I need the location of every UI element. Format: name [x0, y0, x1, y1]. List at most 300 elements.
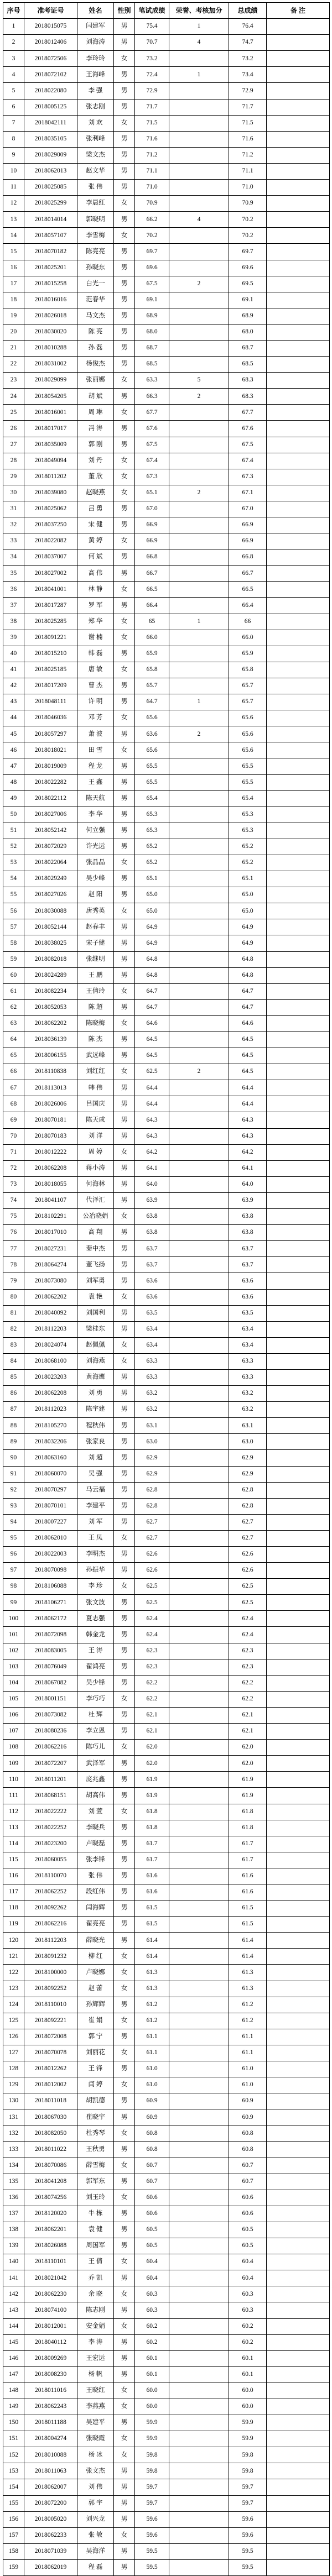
cell-total: 70.9: [229, 196, 267, 212]
cell-index: 33: [3, 533, 24, 549]
cell-written-score: 69.1: [135, 292, 169, 308]
table-row: [3, 1434, 330, 1450]
table-row: [3, 2463, 330, 2479]
cell-name: 牛 栋: [77, 2206, 114, 2222]
cell-written-score: 62.7: [135, 1514, 169, 1530]
table-row: [3, 99, 330, 115]
cell-exam-number: 2018035009: [24, 437, 77, 453]
cell-exam-number: 2018062252: [24, 1884, 77, 1900]
cell-name: 周国军: [77, 2238, 114, 2254]
cell-note: [267, 2463, 330, 2479]
cell-exam-number: 2018092262: [24, 1900, 77, 1917]
cell-exam-number: 2018025299: [24, 196, 77, 212]
cell-written-score: 66.4: [135, 598, 169, 614]
cell-gender: 男: [114, 131, 135, 147]
cell-exam-number: 2018025185: [24, 662, 77, 678]
cell-bonus: [169, 163, 229, 179]
cell-name: 安金娟: [77, 2318, 114, 2334]
cell-written-score: 64.8: [135, 951, 169, 967]
cell-bonus: 2: [169, 1064, 229, 1080]
cell-bonus: [169, 437, 229, 453]
cell-total: 60.4: [229, 2254, 267, 2270]
cell-name: 王秋勇: [77, 2142, 114, 2158]
cell-total: 62.9: [229, 1450, 267, 1466]
cell-gender: 男: [114, 1788, 135, 1804]
cell-gender: 女: [114, 1209, 135, 1225]
cell-exam-number: 2018011022: [24, 2142, 77, 2158]
cell-index: 47: [3, 758, 24, 774]
table-row: [3, 517, 330, 533]
cell-name: 赵晓燕: [77, 485, 114, 501]
cell-index: 45: [3, 726, 24, 742]
cell-total: 73.2: [229, 51, 267, 67]
cell-bonus: [169, 1418, 229, 1434]
cell-note: [267, 774, 330, 790]
cell-note: [267, 887, 330, 903]
cell-written-score: 64.5: [135, 1032, 169, 1048]
cell-index: 119: [3, 1917, 24, 1933]
cell-gender: 女: [114, 2158, 135, 2174]
cell-note: [267, 2334, 330, 2350]
cell-exam-number: 2018025201: [24, 260, 77, 276]
table-row: [3, 1547, 330, 1563]
cell-written-score: 70.9: [135, 196, 169, 212]
cell-index: 116: [3, 1868, 24, 1884]
cell-index: 98: [3, 1579, 24, 1595]
cell-name: 林 静: [77, 582, 114, 598]
cell-note: [267, 1579, 330, 1595]
cell-index: 40: [3, 646, 24, 662]
cell-exam-number: 2018027026: [24, 887, 77, 903]
cell-written-score: 65.2: [135, 855, 169, 871]
cell-written-score: 62.8: [135, 1482, 169, 1498]
cell-exam-number: 2018025285: [24, 614, 77, 630]
cell-gender: 女: [114, 485, 135, 501]
cell-name: 吴少峰: [77, 871, 114, 887]
cell-exam-number: 2018012001: [24, 2318, 77, 2334]
cell-gender: 男: [114, 1675, 135, 1691]
cell-written-score: 66.5: [135, 582, 169, 598]
cell-name: 田 雪: [77, 742, 114, 758]
cell-note: [267, 2270, 330, 2286]
cell-gender: 女: [114, 2431, 135, 2447]
cell-index: 83: [3, 1337, 24, 1353]
cell-bonus: [169, 774, 229, 790]
cell-gender: 男: [114, 1756, 135, 1772]
cell-gender: 女: [114, 405, 135, 421]
cell-gender: 男: [114, 726, 135, 742]
cell-total: 63.2: [229, 1386, 267, 1402]
table-row: [3, 1836, 330, 1852]
cell-bonus: [169, 2302, 229, 2318]
cell-index: 80: [3, 1289, 24, 1305]
table-row: [3, 1257, 330, 1273]
cell-exam-number: 2018070098: [24, 1563, 77, 1579]
cell-gender: 男: [114, 1498, 135, 1514]
cell-note: [267, 1032, 330, 1048]
cell-total: 65.5: [229, 774, 267, 790]
cell-gender: 男: [114, 292, 135, 308]
cell-name: 张利峰: [77, 131, 114, 147]
cell-name: 吴建平: [77, 2415, 114, 2431]
cell-gender: 男: [114, 180, 135, 196]
cell-written-score: 61.9: [135, 1772, 169, 1788]
cell-bonus: [169, 1369, 229, 1385]
cell-note: [267, 790, 330, 807]
cell-bonus: 2: [169, 726, 229, 742]
table-row: [3, 1032, 330, 1048]
cell-exam-number: 2018024074: [24, 1337, 77, 1353]
cell-index: 48: [3, 774, 24, 790]
cell-index: 147: [3, 2366, 24, 2383]
cell-name: 崔晓宇: [77, 2109, 114, 2125]
cell-name: 武泽军: [77, 1756, 114, 1772]
cell-index: 3: [3, 51, 24, 67]
cell-name: 张李锋: [77, 1852, 114, 1868]
table-row: [3, 1144, 330, 1160]
cell-exam-number: 2018012406: [24, 35, 77, 51]
cell-total: 67.1: [229, 485, 267, 501]
cell-index: 55: [3, 887, 24, 903]
table-row: [3, 614, 330, 630]
cell-name: 张 敏: [77, 2527, 114, 2543]
cell-note: [267, 2029, 330, 2045]
cell-total: 62.5: [229, 1579, 267, 1595]
table-row: [3, 2206, 330, 2222]
cell-note: [267, 1772, 330, 1788]
cell-gender: 男: [114, 260, 135, 276]
cell-gender: 男: [114, 2334, 135, 2350]
cell-note: [267, 1820, 330, 1836]
cell-note: [267, 1289, 330, 1305]
cell-name: 陈天成: [77, 1112, 114, 1128]
cell-note: [267, 1369, 330, 1385]
cell-exam-number: 2018038025: [24, 935, 77, 951]
cell-note: [267, 244, 330, 260]
cell-name: 夏志强: [77, 1611, 114, 1627]
cell-gender: 女: [114, 115, 135, 131]
cell-exam-number: 2018057297: [24, 726, 77, 742]
cell-name: 王宏远: [77, 2350, 114, 2366]
cell-name: 刘海涛: [77, 35, 114, 51]
cell-note: [267, 2093, 330, 2109]
cell-written-score: 71.0: [135, 180, 169, 196]
cell-bonus: [169, 533, 229, 549]
cell-total: 61.4: [229, 1933, 267, 1949]
cell-index: 23: [3, 373, 24, 389]
cell-exam-number: 2018005020: [24, 2511, 77, 2527]
cell-total: 61.9: [229, 1788, 267, 1804]
table-row: [3, 19, 330, 35]
cell-note: [267, 2318, 330, 2334]
cell-total: 62.5: [229, 1595, 267, 1611]
cell-bonus: [169, 196, 229, 212]
cell-note: [267, 533, 330, 549]
cell-note: [267, 582, 330, 598]
cell-gender: 男: [114, 1917, 135, 1933]
cell-total: 68.7: [229, 340, 267, 356]
cell-name: 梁文杰: [77, 147, 114, 163]
cell-note: [267, 694, 330, 710]
cell-exam-number: 2018068151: [24, 1788, 77, 1804]
cell-index: 16: [3, 260, 24, 276]
cell-bonus: [169, 1740, 229, 1756]
cell-bonus: [169, 1225, 229, 1241]
cell-exam-number: 2018004274: [24, 2431, 77, 2447]
cell-name: 李晓兵: [77, 1820, 114, 1836]
cell-written-score: 71.6: [135, 131, 169, 147]
cell-bonus: [169, 999, 229, 1015]
cell-name: 刘 欢: [77, 115, 114, 131]
cell-name: 赵文华: [77, 163, 114, 179]
cell-name: 余 晓: [77, 2286, 114, 2302]
table-row: [3, 1675, 330, 1691]
cell-total: 60.5: [229, 2238, 267, 2254]
cell-index: 153: [3, 2463, 24, 2479]
cell-bonus: [169, 2158, 229, 2174]
table-row: [3, 2383, 330, 2399]
cell-gender: 女: [114, 1981, 135, 1997]
cell-note: [267, 131, 330, 147]
cell-written-score: 68.7: [135, 340, 169, 356]
table-row: [3, 260, 330, 276]
cell-name: 刘 萱: [77, 1804, 114, 1820]
cell-name: 吕 勇: [77, 501, 114, 517]
cell-name: 吴海洋: [77, 2543, 114, 2559]
table-row: [3, 1997, 330, 2013]
table-row: [3, 228, 330, 244]
table-row: [3, 726, 330, 742]
cell-exam-number: 2018030020: [24, 324, 77, 340]
cell-gender: 女: [114, 2383, 135, 2399]
cell-name: 薛晓光: [77, 1933, 114, 1949]
cell-written-score: 65.3: [135, 807, 169, 823]
cell-total: 62.8: [229, 1482, 267, 1498]
cell-index: 34: [3, 549, 24, 566]
cell-note: [267, 646, 330, 662]
cell-index: 101: [3, 1627, 24, 1643]
table-row: [3, 501, 330, 517]
cell-note: [267, 1852, 330, 1868]
cell-index: 50: [3, 807, 24, 823]
cell-written-score: 61.1: [135, 2029, 169, 2045]
cell-note: [267, 549, 330, 566]
cell-gender: 男: [114, 99, 135, 115]
cell-written-score: 62.1: [135, 1707, 169, 1723]
cell-gender: 女: [114, 2286, 135, 2302]
cell-exam-number: 2018080236: [24, 1724, 77, 1740]
cell-name: 程 龙: [77, 758, 114, 774]
cell-gender: 男: [114, 1192, 135, 1208]
table-row: [3, 1064, 330, 1080]
cell-note: [267, 276, 330, 292]
cell-index: 142: [3, 2286, 24, 2302]
cell-index: 132: [3, 2125, 24, 2142]
cell-total: 63.2: [229, 1402, 267, 1418]
cell-exam-number: 2018063160: [24, 1450, 77, 1466]
cell-gender: 女: [114, 2318, 135, 2334]
cell-total: 61.3: [229, 1965, 267, 1981]
cell-note: [267, 212, 330, 228]
cell-index: 106: [3, 1707, 24, 1723]
cell-exam-number: 2018062208: [24, 1160, 77, 1176]
cell-written-score: 64.4: [135, 1080, 169, 1096]
cell-bonus: [169, 308, 229, 324]
cell-exam-number: 2018037250: [24, 517, 77, 533]
cell-bonus: [169, 710, 229, 726]
table-row: [3, 405, 330, 421]
cell-name: 卢晓磊: [77, 1836, 114, 1852]
cell-exam-number: 2018062208: [24, 1386, 77, 1402]
cell-exam-number: 2018025085: [24, 180, 77, 196]
cell-written-score: 62.2: [135, 1691, 169, 1707]
table-row: [3, 1482, 330, 1498]
cell-note: [267, 1643, 330, 1659]
cell-note: [267, 999, 330, 1015]
cell-gender: 女: [114, 582, 135, 598]
cell-name: 许 明: [77, 694, 114, 710]
table-row: [3, 2142, 330, 2158]
cell-bonus: [169, 1015, 229, 1032]
cell-total: 65.0: [229, 903, 267, 919]
table-row: [3, 2527, 330, 2543]
cell-bonus: [169, 2109, 229, 2125]
cell-total: 63.3: [229, 1369, 267, 1385]
cell-exam-number: 2018052144: [24, 919, 77, 935]
cell-exam-number: 2018019009: [24, 758, 77, 774]
cell-written-score: 60.5: [135, 2222, 169, 2238]
cell-exam-number: 2018037007: [24, 549, 77, 566]
header-bonus: 荣誉、考核加分: [169, 3, 229, 19]
cell-total: 76.4: [229, 19, 267, 35]
cell-gender: 男: [114, 1643, 135, 1659]
table-row: [3, 999, 330, 1015]
cell-name: 崔 娟: [77, 2013, 114, 2029]
cell-name: 高 伟: [77, 566, 114, 582]
table-row: [3, 1933, 330, 1949]
cell-index: 129: [3, 2077, 24, 2093]
cell-total: 65.3: [229, 807, 267, 823]
cell-name: 王 鹏: [77, 967, 114, 983]
cell-exam-number: 2018110101: [24, 2254, 77, 2270]
cell-index: 4: [3, 67, 24, 83]
cell-index: 124: [3, 1997, 24, 2013]
cell-written-score: 72.9: [135, 83, 169, 99]
cell-index: 65: [3, 1048, 24, 1064]
cell-bonus: 2: [169, 276, 229, 292]
cell-written-score: 63.9: [135, 1192, 169, 1208]
table-row: [3, 2350, 330, 2366]
cell-name: 袁 艳: [77, 1289, 114, 1305]
cell-note: [267, 1595, 330, 1611]
cell-note: [267, 2061, 330, 2077]
table-row: [3, 212, 330, 228]
cell-index: 64: [3, 1032, 24, 1048]
cell-name: 董飞扬: [77, 1257, 114, 1273]
score-table: [3, 2, 330, 2576]
cell-bonus: [169, 1192, 229, 1208]
cell-total: 59.5: [229, 2559, 267, 2575]
table-row: [3, 340, 330, 356]
cell-note: [267, 758, 330, 774]
table-row: [3, 1160, 330, 1176]
cell-total: 68.3: [229, 373, 267, 389]
cell-exam-number: 2018110838: [24, 1064, 77, 1080]
cell-note: [267, 1659, 330, 1675]
cell-exam-number: 2018060070: [24, 1466, 77, 1482]
cell-bonus: [169, 453, 229, 469]
cell-name: 赵佩佩: [77, 1337, 114, 1353]
cell-gender: 女: [114, 2190, 135, 2206]
cell-total: 64.0: [229, 1176, 267, 1192]
cell-note: [267, 1112, 330, 1128]
cell-written-score: 64.7: [135, 694, 169, 710]
cell-note: [267, 1740, 330, 1756]
cell-written-score: 62.9: [135, 1450, 169, 1466]
cell-total: 71.6: [229, 131, 267, 147]
cell-note: [267, 2013, 330, 2029]
cell-exam-number: 2018041208: [24, 2174, 77, 2190]
cell-index: 14: [3, 228, 24, 244]
cell-exam-number: 2018029099: [24, 373, 77, 389]
table-row: [3, 1369, 330, 1385]
cell-index: 39: [3, 630, 24, 646]
cell-total: 60.1: [229, 2366, 267, 2383]
table-row: [3, 1209, 330, 1225]
score-sheet: [3, 2, 329, 2576]
cell-index: 43: [3, 694, 24, 710]
cell-exam-number: 2018011063: [24, 2463, 77, 2479]
cell-gender: 男: [114, 2174, 135, 2190]
cell-total: 59.6: [229, 2527, 267, 2543]
cell-exam-number: 2018035105: [24, 131, 77, 147]
cell-index: 121: [3, 1949, 24, 1965]
cell-name: 孙振华: [77, 1563, 114, 1579]
cell-name: 陈巧儿: [77, 1740, 114, 1756]
cell-bonus: [169, 2543, 229, 2559]
cell-bonus: [169, 1209, 229, 1225]
cell-written-score: 62.8: [135, 1498, 169, 1514]
cell-exam-number: 2018112203: [24, 1321, 77, 1337]
cell-total: 62.6: [229, 1563, 267, 1579]
cell-gender: 男: [114, 2206, 135, 2222]
cell-bonus: [169, 1836, 229, 1852]
cell-index: 28: [3, 453, 24, 469]
cell-note: [267, 1353, 330, 1369]
cell-bonus: [169, 951, 229, 967]
cell-gender: 男: [114, 1707, 135, 1723]
table-row: [3, 1514, 330, 1530]
cell-exam-number: 2018016001: [24, 405, 77, 421]
cell-gender: 女: [114, 903, 135, 919]
cell-total: 68.3: [229, 389, 267, 405]
cell-name: 乔 凯: [77, 2270, 114, 2286]
cell-total: 65.5: [229, 758, 267, 774]
cell-bonus: [169, 83, 229, 99]
cell-name: 陈亮亮: [77, 244, 114, 260]
cell-bonus: [169, 1804, 229, 1820]
cell-gender: 男: [114, 1659, 135, 1675]
cell-index: 130: [3, 2093, 24, 2109]
cell-written-score: 61.4: [135, 1933, 169, 1949]
header-written-score: 笔试成绩: [135, 3, 169, 19]
cell-written-score: 64.7: [135, 999, 169, 1015]
cell-index: 75: [3, 1209, 24, 1225]
cell-exam-number: 2018091221: [24, 630, 77, 646]
cell-written-score: 67.0: [135, 501, 169, 517]
cell-name: 李晨红: [77, 196, 114, 212]
cell-bonus: [169, 2174, 229, 2190]
